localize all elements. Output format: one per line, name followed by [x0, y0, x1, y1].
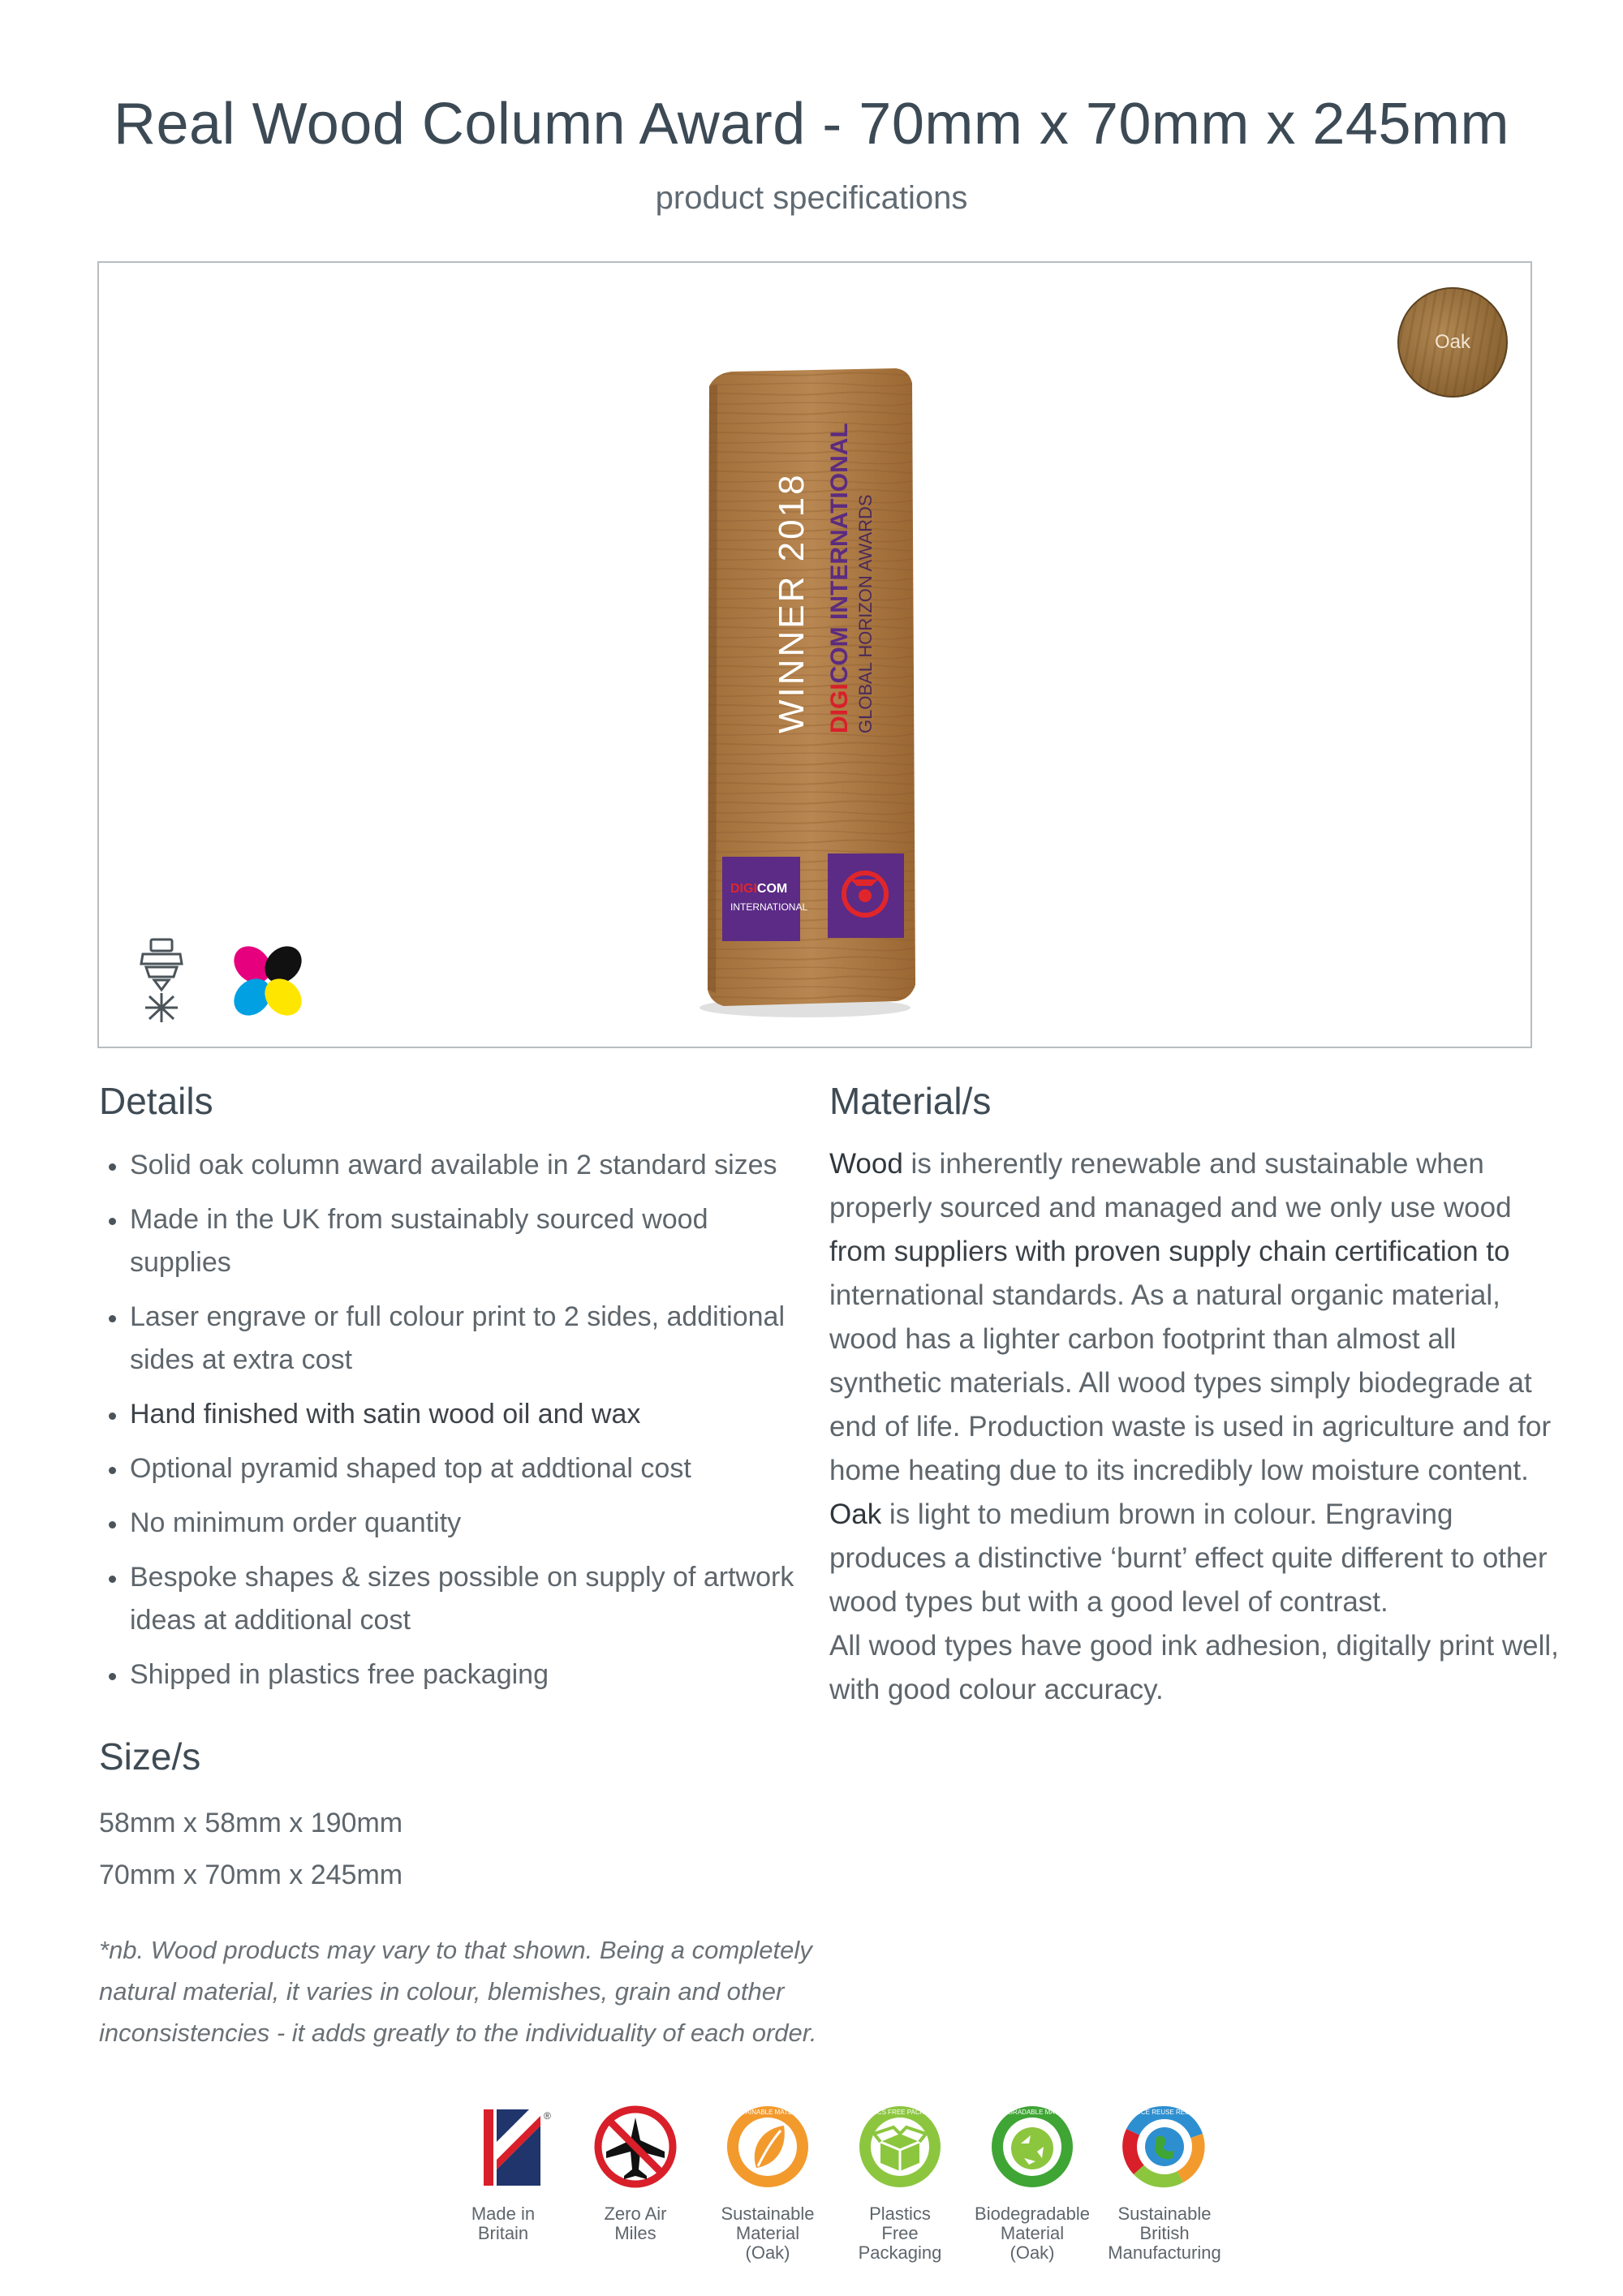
svg-text:DIGICOM: [730, 882, 787, 896]
badge-ring-text: SUSTAINABLE MATERIAL: [728, 2109, 807, 2116]
details-heading: Details: [99, 1080, 213, 1122]
award-brand-purple: COM INTERNATIONAL: [826, 423, 853, 684]
ink-text: All wood types have good ink adhesion, digitally print well, with good colour accuracy.: [829, 1630, 1559, 1705]
badge-ring-text: BIODEGRADABLE MATERIAL: [987, 2109, 1078, 2116]
page-title: Real Wood Column Award - 70mm x 70mm x 245mm: [114, 92, 1509, 157]
made-in-britain-icon: [438, 2105, 568, 2194]
badge-label: Plastics Free Packaging: [858, 2204, 942, 2263]
award-winner-text: WINNER 2018: [772, 472, 812, 733]
badge-sustainable-material: [703, 2105, 833, 2263]
badge-ring-text: PLASTICS FREE PACKAGING: [855, 2109, 945, 2116]
sizes-heading: Size/s: [99, 1735, 201, 1778]
wood-text-3: international standards. As a natural organic material, wood has a lighter carbon footprint than almost all synthetic materials. All wood types simply biodegrade at end of life. Production waste is used in agriculture and for home heating due to its incredibly low moisture content.: [829, 1279, 1552, 1486]
oak-swatch: [1397, 287, 1508, 398]
badge-label: Sustainable British Manufacturing: [1108, 2204, 1221, 2263]
svg-text:®: ®: [544, 2110, 551, 2122]
list-item: No minimum order quantity: [104, 1502, 802, 1545]
wood-text-1: is inherently renewable and sustainable when properly sourced and managed and we only use wood: [829, 1148, 1512, 1223]
svg-text:DIGICOM INTERNATIONAL: [826, 423, 853, 733]
badge-brand-red: DIGI: [730, 882, 757, 896]
badge-label: Zero Air Miles: [604, 2204, 667, 2243]
sustainable-material-icon: [703, 2105, 833, 2194]
sustainable-british-manufacturing-icon: [1100, 2105, 1229, 2194]
badge-label: Biodegradable Material (Oak): [975, 2204, 1090, 2263]
materials-heading: Material/s: [829, 1080, 992, 1122]
biodegradable-material-icon: [967, 2105, 1097, 2194]
laser-engraving-icon: [131, 936, 196, 1025]
full-colour-print-icon: [229, 943, 307, 1021]
materials-description: [829, 1142, 1560, 1712]
swatch-label: Oak: [1434, 331, 1470, 353]
plastics-free-packaging-icon: [835, 2105, 965, 2194]
badge-label: Sustainable Material (Oak): [721, 2204, 815, 2263]
product-image-panel: [97, 261, 1532, 1048]
page-subtitle: product specifications: [655, 180, 968, 216]
award-brand-red: DIGI: [826, 683, 853, 733]
list-item: Laser engrave or full colour print to 2 sides, additional sides at extra cost: [104, 1296, 802, 1382]
list-item: Solid oak column award available in 2 standard sizes: [104, 1144, 802, 1187]
zero-air-miles-icon: [570, 2105, 700, 2194]
wood-variation-note: *nb. Wood products may vary to that shown. Being a completely natural material, it varies in colour, blemishes, grain and other inconsistencies - it adds greatly to the individuality of each order.: [99, 1936, 817, 2047]
list-item: Optional pyramid shaped top at addtional cost: [104, 1447, 802, 1490]
oak-lead: Oak: [829, 1498, 882, 1530]
badge-brand-white: COM: [756, 882, 788, 896]
details-list: [104, 1144, 802, 1708]
list-item: Bespoke shapes & sizes possible on supply of artwork ideas at additional cost: [104, 1556, 802, 1642]
award-column-image: [683, 312, 927, 1025]
badge-made-in-britain: [438, 2105, 568, 2243]
list-item: Shipped in plastics free packaging: [104, 1653, 802, 1696]
badge-biodegradable-material: [967, 2105, 1097, 2263]
wood-text-2: from suppliers with proven supply chain certification to: [829, 1236, 1510, 1267]
badge-label: Made in Britain: [471, 2204, 536, 2243]
award-subtitle-text: GLOBAL HORIZON AWARDS: [855, 494, 876, 733]
size-item: 58mm x 58mm x 190mm: [99, 1808, 403, 1838]
badge-zero-air-miles: [570, 2105, 700, 2243]
badge-sub-text: INTERNATIONAL: [730, 901, 808, 913]
wood-lead: Wood: [829, 1148, 903, 1180]
badge-plastics-free-packaging: [835, 2105, 965, 2263]
sustainability-badges: [438, 2105, 1221, 2283]
list-item: Hand finished with satin wood oil and wax: [104, 1393, 802, 1436]
list-item: Made in the UK from sustainably sourced wood supplies: [104, 1198, 802, 1284]
size-item: 70mm x 70mm x 245mm: [99, 1860, 403, 1890]
badge-ring-text: REDUCE REUSE RECYCLE: [1122, 2109, 1207, 2116]
badge-sustainable-british-manufacturing: [1100, 2105, 1229, 2263]
oak-text: is light to medium brown in colour. Engraving produces a distinctive ‘burnt’ effect quite different to other wood types but with a good level of contrast.: [829, 1498, 1548, 1618]
